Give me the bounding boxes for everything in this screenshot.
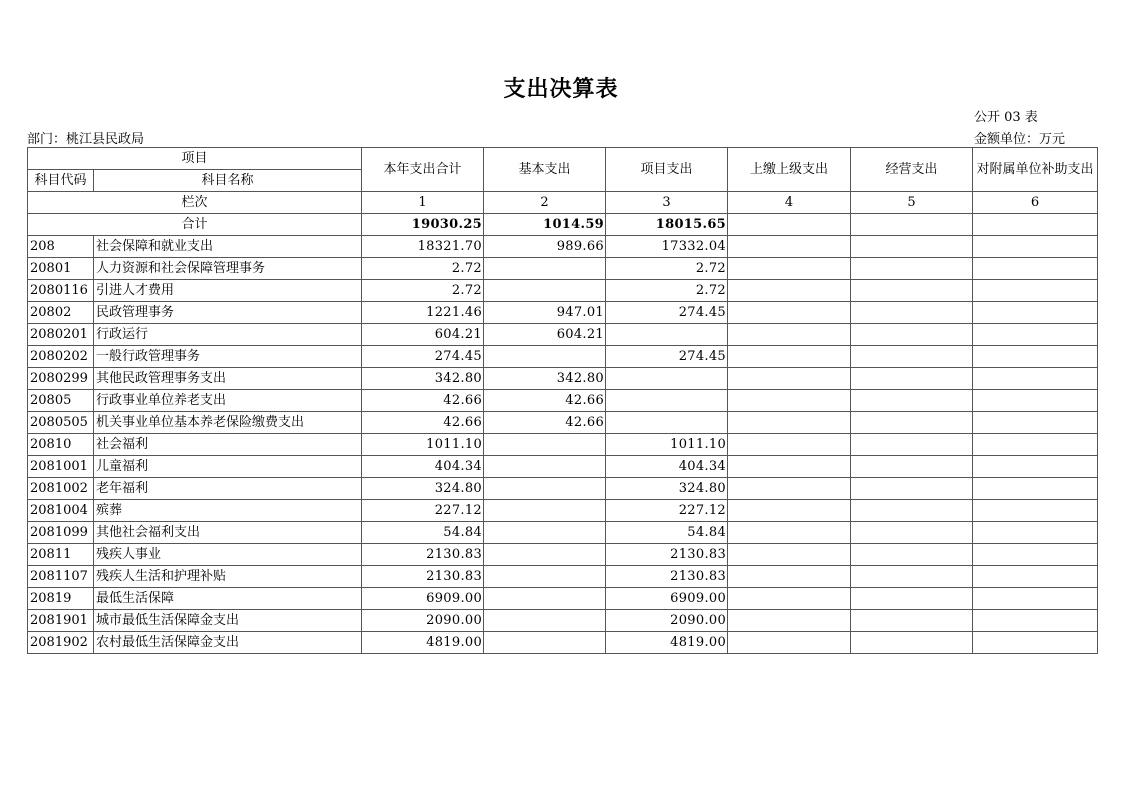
row-total: 18321.70 xyxy=(362,236,484,258)
row-project: 274.45 xyxy=(606,302,728,324)
row-total: 54.84 xyxy=(362,522,484,544)
row-basic xyxy=(484,456,606,478)
report-title: 支出决算表 xyxy=(503,77,619,102)
sum-subsidy xyxy=(973,214,1098,236)
row-name: 民政管理事务 xyxy=(94,302,362,324)
row-project xyxy=(606,390,728,412)
row-business xyxy=(851,236,973,258)
row-total: 42.66 xyxy=(362,412,484,434)
row-upper xyxy=(728,610,851,632)
sum-business xyxy=(851,214,973,236)
row-project: 4819.00 xyxy=(606,632,728,654)
row-business xyxy=(851,390,973,412)
row-name: 行政运行 xyxy=(94,324,362,346)
row-name: 最低生活保障 xyxy=(94,588,362,610)
row-subsidy xyxy=(973,610,1098,632)
row-name: 引进人才费用 xyxy=(94,280,362,302)
row-name: 社会保障和就业支出 xyxy=(94,236,362,258)
row-code: 20802 xyxy=(28,302,94,324)
table-row xyxy=(28,236,1098,258)
row-upper xyxy=(728,368,851,390)
row-total: 604.21 xyxy=(362,324,484,346)
row-basic xyxy=(484,434,606,456)
table-row xyxy=(28,324,1098,346)
row-subsidy xyxy=(973,236,1098,258)
row-upper xyxy=(728,500,851,522)
row-name: 儿童福利 xyxy=(94,456,362,478)
department-label: 部门：桃江县民政局 xyxy=(27,132,145,147)
sum-total: 19030.25 xyxy=(362,214,484,236)
row-code: 20811 xyxy=(28,544,94,566)
header-total: 本年支出合计 xyxy=(362,148,484,192)
table-row xyxy=(28,632,1098,654)
row-name: 其他社会福利支出 xyxy=(94,522,362,544)
row-upper xyxy=(728,566,851,588)
row-name: 其他民政管理事务支出 xyxy=(94,368,362,390)
table-row xyxy=(28,588,1098,610)
row-code: 2081107 xyxy=(28,566,94,588)
column-index-2: 2 xyxy=(484,192,606,214)
row-project: 2.72 xyxy=(606,258,728,280)
row-project: 324.80 xyxy=(606,478,728,500)
row-upper xyxy=(728,478,851,500)
row-total: 2090.00 xyxy=(362,610,484,632)
row-total: 1011.10 xyxy=(362,434,484,456)
row-total: 324.80 xyxy=(362,478,484,500)
row-upper xyxy=(728,346,851,368)
row-basic: 604.21 xyxy=(484,324,606,346)
row-basic xyxy=(484,500,606,522)
row-name: 殡葬 xyxy=(94,500,362,522)
row-name: 城市最低生活保障金支出 xyxy=(94,610,362,632)
row-basic: 42.66 xyxy=(484,390,606,412)
row-total: 404.34 xyxy=(362,456,484,478)
row-total: 4819.00 xyxy=(362,632,484,654)
row-basic xyxy=(484,588,606,610)
row-subsidy xyxy=(973,368,1098,390)
row-code: 2081004 xyxy=(28,500,94,522)
row-basic xyxy=(484,610,606,632)
row-subsidy xyxy=(973,478,1098,500)
row-project: 6909.00 xyxy=(606,588,728,610)
row-total: 342.80 xyxy=(362,368,484,390)
header-basic: 基本支出 xyxy=(484,148,606,192)
row-upper xyxy=(728,324,851,346)
table-row xyxy=(28,412,1098,434)
row-subsidy xyxy=(973,258,1098,280)
table-row xyxy=(28,280,1098,302)
row-subsidy xyxy=(973,280,1098,302)
table-row xyxy=(28,346,1098,368)
row-upper xyxy=(728,412,851,434)
column-index-3: 3 xyxy=(606,192,728,214)
column-index-6: 6 xyxy=(973,192,1098,214)
row-total: 42.66 xyxy=(362,390,484,412)
row-business xyxy=(851,412,973,434)
row-upper xyxy=(728,544,851,566)
row-name: 残疾人生活和护理补贴 xyxy=(94,566,362,588)
row-project: 54.84 xyxy=(606,522,728,544)
row-name: 人力资源和社会保障管理事务 xyxy=(94,258,362,280)
expenditure-table xyxy=(27,147,1098,654)
row-code: 2080116 xyxy=(28,280,94,302)
row-subsidy xyxy=(973,588,1098,610)
row-business xyxy=(851,346,973,368)
row-upper xyxy=(728,434,851,456)
row-business xyxy=(851,280,973,302)
row-upper xyxy=(728,588,851,610)
row-name: 老年福利 xyxy=(94,478,362,500)
table-row xyxy=(28,390,1098,412)
row-business xyxy=(851,478,973,500)
sum-upper xyxy=(728,214,851,236)
row-code: 2081099 xyxy=(28,522,94,544)
sum-label: 合计 xyxy=(28,214,362,236)
row-total: 2.72 xyxy=(362,258,484,280)
row-basic: 42.66 xyxy=(484,412,606,434)
table-row xyxy=(28,434,1098,456)
row-subsidy xyxy=(973,390,1098,412)
row-basic xyxy=(484,566,606,588)
table-row xyxy=(28,368,1098,390)
table-row xyxy=(28,500,1098,522)
row-basic: 989.66 xyxy=(484,236,606,258)
row-code: 208 xyxy=(28,236,94,258)
row-project: 2130.83 xyxy=(606,544,728,566)
row-project: 2090.00 xyxy=(606,610,728,632)
column-index-label: 栏次 xyxy=(28,192,362,214)
row-business xyxy=(851,500,973,522)
sum-project: 18015.65 xyxy=(606,214,728,236)
table-row xyxy=(28,478,1098,500)
row-project xyxy=(606,324,728,346)
row-subsidy xyxy=(973,544,1098,566)
header-name: 科目名称 xyxy=(94,170,362,192)
row-project: 2130.83 xyxy=(606,566,728,588)
row-upper xyxy=(728,456,851,478)
row-business xyxy=(851,324,973,346)
form-number: 公开 03 表 xyxy=(974,110,1038,125)
row-subsidy xyxy=(973,522,1098,544)
row-business xyxy=(851,588,973,610)
header-project-expense: 项目支出 xyxy=(606,148,728,192)
row-upper xyxy=(728,280,851,302)
row-name: 社会福利 xyxy=(94,434,362,456)
row-basic xyxy=(484,346,606,368)
row-code: 2080505 xyxy=(28,412,94,434)
row-project: 17332.04 xyxy=(606,236,728,258)
row-name: 残疾人事业 xyxy=(94,544,362,566)
header-upper-payment: 上缴上级支出 xyxy=(728,148,851,192)
row-business xyxy=(851,434,973,456)
sum-basic: 1014.59 xyxy=(484,214,606,236)
row-subsidy xyxy=(973,500,1098,522)
row-total: 6909.00 xyxy=(362,588,484,610)
row-business xyxy=(851,632,973,654)
row-subsidy xyxy=(973,434,1098,456)
row-code: 20805 xyxy=(28,390,94,412)
row-code: 2080299 xyxy=(28,368,94,390)
row-business xyxy=(851,456,973,478)
row-name: 农村最低生活保障金支出 xyxy=(94,632,362,654)
table-row xyxy=(28,566,1098,588)
row-code: 20810 xyxy=(28,434,94,456)
row-code: 2081901 xyxy=(28,610,94,632)
row-project: 2.72 xyxy=(606,280,728,302)
row-basic xyxy=(484,632,606,654)
column-index-5: 5 xyxy=(851,192,973,214)
column-index-1: 1 xyxy=(362,192,484,214)
row-business xyxy=(851,258,973,280)
row-business xyxy=(851,544,973,566)
row-upper xyxy=(728,236,851,258)
row-name: 机关事业单位基本养老保险缴费支出 xyxy=(94,412,362,434)
row-subsidy xyxy=(973,412,1098,434)
row-name: 一般行政管理事务 xyxy=(94,346,362,368)
row-upper xyxy=(728,390,851,412)
row-project: 274.45 xyxy=(606,346,728,368)
row-total: 2130.83 xyxy=(362,566,484,588)
row-upper xyxy=(728,632,851,654)
row-project xyxy=(606,368,728,390)
row-total: 227.12 xyxy=(362,500,484,522)
row-code: 2080202 xyxy=(28,346,94,368)
row-business xyxy=(851,566,973,588)
row-total: 1221.46 xyxy=(362,302,484,324)
row-business xyxy=(851,302,973,324)
row-subsidy xyxy=(973,632,1098,654)
row-project xyxy=(606,412,728,434)
header-code: 科目代码 xyxy=(28,170,94,192)
row-code: 2081002 xyxy=(28,478,94,500)
row-project: 1011.10 xyxy=(606,434,728,456)
row-business xyxy=(851,522,973,544)
row-basic xyxy=(484,478,606,500)
row-upper xyxy=(728,258,851,280)
row-code: 20801 xyxy=(28,258,94,280)
table-row xyxy=(28,522,1098,544)
row-subsidy xyxy=(973,456,1098,478)
row-code: 2081001 xyxy=(28,456,94,478)
table-row xyxy=(28,258,1098,280)
row-name: 行政事业单位养老支出 xyxy=(94,390,362,412)
row-basic: 342.80 xyxy=(484,368,606,390)
table-row xyxy=(28,302,1098,324)
header-project: 项目 xyxy=(28,148,362,170)
row-business xyxy=(851,368,973,390)
table-row xyxy=(28,456,1098,478)
row-subsidy xyxy=(973,302,1098,324)
row-code: 2081902 xyxy=(28,632,94,654)
row-basic xyxy=(484,258,606,280)
table-row xyxy=(28,544,1098,566)
row-project: 404.34 xyxy=(606,456,728,478)
unit-label: 金额单位：万元 xyxy=(974,132,1066,147)
header-business: 经营支出 xyxy=(851,148,973,192)
row-code: 20819 xyxy=(28,588,94,610)
row-basic xyxy=(484,522,606,544)
row-subsidy xyxy=(973,566,1098,588)
row-basic xyxy=(484,280,606,302)
header-subsidy: 对附属单位补助支出 xyxy=(973,148,1098,192)
row-code: 2080201 xyxy=(28,324,94,346)
row-upper xyxy=(728,522,851,544)
row-total: 2130.83 xyxy=(362,544,484,566)
row-business xyxy=(851,610,973,632)
row-upper xyxy=(728,302,851,324)
row-subsidy xyxy=(973,324,1098,346)
row-subsidy xyxy=(973,346,1098,368)
row-total: 274.45 xyxy=(362,346,484,368)
column-index-4: 4 xyxy=(728,192,851,214)
row-total: 2.72 xyxy=(362,280,484,302)
row-project: 227.12 xyxy=(606,500,728,522)
table-row xyxy=(28,610,1098,632)
row-basic: 947.01 xyxy=(484,302,606,324)
row-basic xyxy=(484,544,606,566)
